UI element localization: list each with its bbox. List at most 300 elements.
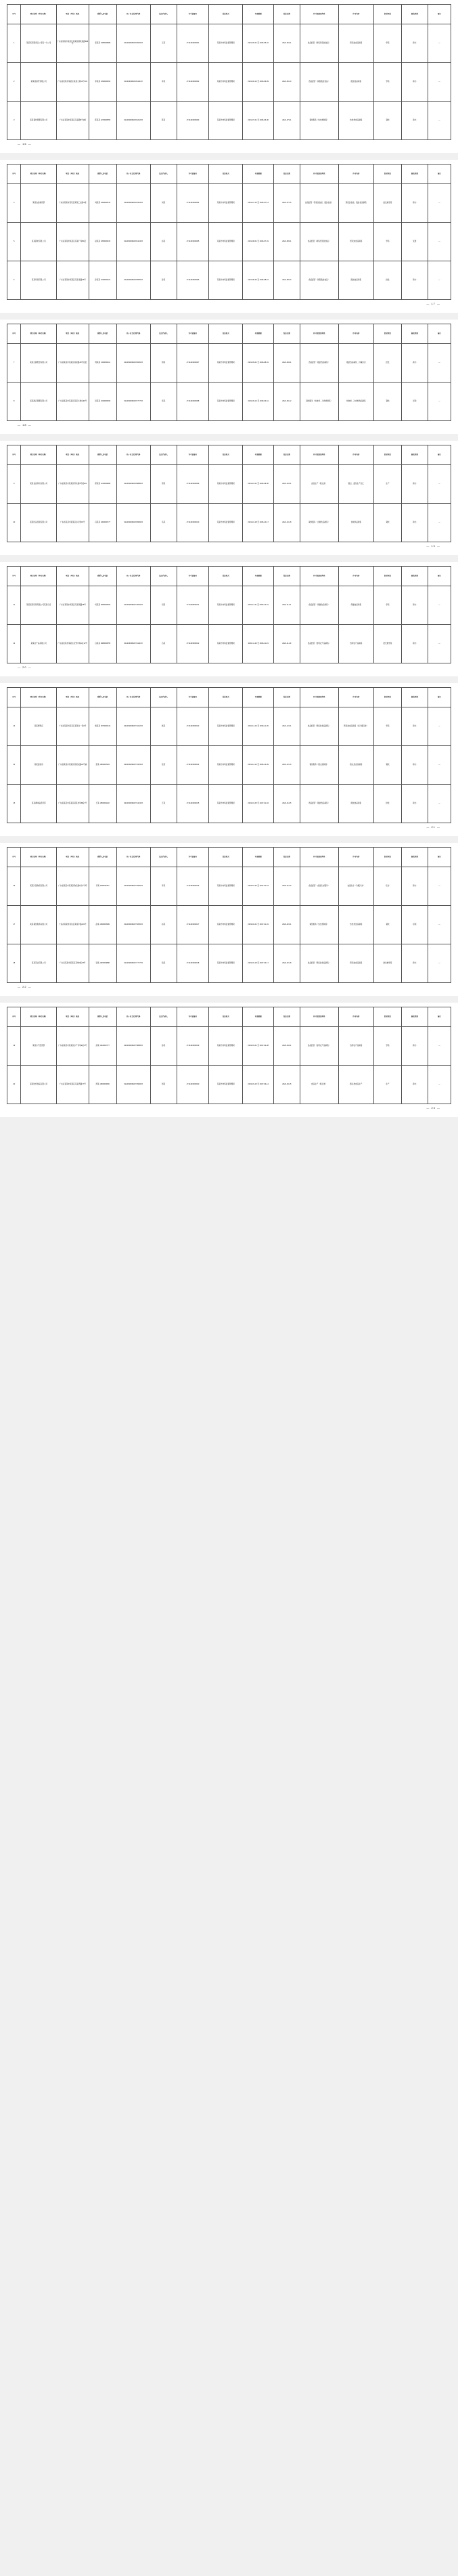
table-cell: 餐饮 [374,383,402,421]
table-row [7,1066,451,1104]
table-cell: 冯某 [150,504,177,542]
column-header: 核发类别 [402,1007,428,1027]
column-header: 备注 [428,445,451,465]
table-cell: 广东省某某市某某区某某路5号2楼 [56,102,89,140]
table-page [0,562,458,676]
column-header: 项目（单位）地址 [56,567,89,586]
table-cell: 赵某 [150,906,177,944]
column-header: 备注 [428,567,451,586]
table-cell: 2021-07-01 至 2026-06-30 [243,102,274,140]
column-header: 发证日期 [273,445,300,465]
table-cell: 2 [7,63,21,102]
table-cell: JY14403000015 [177,785,209,823]
table-cell: 某某市市场监督管理局 [209,867,243,906]
column-header: 核发类别 [402,5,428,24]
table-row [7,24,451,63]
table-cell: 新办 [402,465,428,504]
column-header: 统一社会信用代码 [116,445,150,465]
column-header: 经营项目 [374,445,402,465]
table-cell: 2021-06-01 [273,24,300,63]
table-cell: 郑某 [150,465,177,504]
table-cell: 广东省某某市某某区某某西路77号 [56,1066,89,1104]
page-number: — 16 — [18,142,32,146]
table-cell: 2021-11-01 [273,586,300,625]
table-cell: 吕某某 1880000555 [89,625,116,663]
table-cell: JY14403000004 [177,184,209,223]
column-header: 统一社会信用代码 [116,324,150,344]
table-cell: 批发 [374,344,402,383]
table-cell: 新办 [402,63,428,102]
table-cell: 某某冷链物流有限公司 [21,867,56,906]
table-row [7,944,451,983]
table-cell: 施某 [150,707,177,746]
table-cell: 吴某 [150,383,177,421]
table-cell: 广东省某某市某某区步行街15号 [56,504,89,542]
table-cell: 散装食品销售、冷藏冷冻 [338,344,373,383]
column-header: 许可证编号 [177,1007,209,1027]
table-cell: 周某 [150,344,177,383]
column-header: 许可证编号 [177,445,209,465]
table-cell: JY14403000016 [177,867,209,906]
table-cell: 2021-07-15 [273,184,300,223]
column-header: 有效期限 [243,688,274,707]
table-cell: 某某便利店 [21,707,56,746]
table-cell: 批发兼零售 [374,625,402,663]
table-cell: 9 [7,465,21,504]
table-cell: JY14403000001 [177,24,209,63]
info-table [7,445,451,542]
table-row [7,504,451,542]
table-cell: 食品经营（销售预包装食品） [300,24,338,63]
column-header: 法定代表人 [150,1007,177,1027]
table-cell: 2021-07-01 [273,102,300,140]
table-cell: 王某 [150,24,177,63]
table-cell: 广东省某某市某某区茶城D座18号 [56,944,89,983]
table-cell: — [428,1066,451,1104]
table-cell: 周某 [150,1066,177,1104]
table-cell: 食品经营（食用农产品销售） [300,1027,338,1066]
table-cell: 食用农产品销售 [338,1027,373,1066]
column-header: 许可内容 [338,848,373,867]
page-gap [0,153,458,160]
table-cell: 3 [7,102,21,140]
table-header-row [7,324,451,344]
table-page [0,1003,458,1117]
table-cell: 某某茶业有限公司 [21,944,56,983]
table-cell: 91440300MA5X4444XX [116,223,150,261]
table-cell: 某某酒店管理有限公司 [21,383,56,421]
table-cell: 餐饮 [374,746,402,785]
table-cell: 某某市市场监督管理局 [209,944,243,983]
table-page [0,843,458,996]
table-cell: 91440300MA5X3333XX [116,184,150,223]
table-cell: 广东省某某市某某区农贸市场A区12号 [56,625,89,663]
table-row [7,746,451,785]
table-cell: 保健食品销售 [338,586,373,625]
table-cell: — [428,184,451,223]
document-pages [0,0,458,1124]
table-cell: 餐饮 [374,504,402,542]
table-cell: 2022-02-01 至 2027-01-31 [243,906,274,944]
table-cell: 91440300MA5Y7777XX [116,944,150,983]
table-cell: 91440300MA5X0000XX [116,24,150,63]
table-cell: 新办 [402,344,428,383]
table-cell: 某某市市场监督管理局 [209,1066,243,1104]
table-cell: — [428,24,451,63]
table-cell: 广东省某某市某某区某某北路66号 [56,261,89,300]
table-cell: 刘某 [150,184,177,223]
table-page [0,441,458,555]
table-cell: 糕点类食品制售 [338,746,373,785]
column-header: 核发类别 [402,324,428,344]
column-header: 发证机关 [209,165,243,184]
table-cell: 施某某 1870000444 [89,707,116,746]
page-gap [0,836,458,843]
column-header: 序号 [7,324,21,344]
column-header: 法定代表人 [150,567,177,586]
table-cell: 91440300MA5Y1111XX [116,625,150,663]
column-header: 发证机关 [209,848,243,867]
table-cell: 2021-06-10 [273,63,300,102]
column-header: 许可内容 [338,567,373,586]
table-cell: JY14403000014 [177,746,209,785]
table-cell: — [428,383,451,421]
page-number: — 20 — [18,665,32,669]
table-cell: 某某生鲜配送有限公司 [21,344,56,383]
table-cell: — [428,504,451,542]
table-cell: 广东省某某市某某区某某中路101号 [56,906,89,944]
column-header: 许可内容 [338,165,373,184]
table-cell: 食品经营（预包装食品、散装食品） [300,184,338,223]
table-cell: 食用农产品销售 [338,625,373,663]
column-header: 许可范围及种类 [300,165,338,184]
table-cell: 2021-12-10 [273,746,300,785]
table-page [0,683,458,836]
table-cell: 预包装食品销售（含冷藏冷冻） [338,707,373,746]
table-cell: 食品经营（食用农产品销售） [300,625,338,663]
table-cell: 8 [7,383,21,421]
table-row [7,102,451,140]
column-header: 经营项目 [374,688,402,707]
table-cell: 广东省某某市某某区某某大道12号101 [56,63,89,102]
table-cell: 新办 [402,867,428,906]
info-table [7,566,451,663]
table-header-row [7,5,451,24]
column-header: 许可范围及种类 [300,848,338,867]
table-cell: 广东省某某市某某区某某街道某某路888号 [56,24,89,63]
table-cell: 某某烘焙食品有限公司 [21,1066,56,1104]
table-cell: 散装食品销售 [338,261,373,300]
column-header: 法定代表人 [150,688,177,707]
table-cell: 18 [7,944,21,983]
table-cell: 2022-02-01 [273,906,300,944]
table-cell: 92440300MA5Y2222XX [116,707,150,746]
table-cell: 批发 [374,261,402,300]
document-container [0,0,458,1124]
table-cell: 周某 1800000666 [89,1066,116,1104]
table-cell: 某某市市场监督管理局 [209,1027,243,1066]
table-cell: 陈某某 1370000555 [89,102,116,140]
column-header: 项目名称（单位名称） [21,324,56,344]
column-header: 项目（单位）地址 [56,445,89,465]
column-header: 项目（单位）地址 [56,688,89,707]
table-row [7,344,451,383]
table-cell: 某某市市场监督管理局 [209,24,243,63]
column-header: 备注 [428,1007,451,1027]
table-cell: 王某 1850000222 [89,785,116,823]
table-cell: 2021-12-01 [273,707,300,746]
table-cell: 餐饮服务（自制饮品制售） [300,504,338,542]
table-cell: 李某某 1390000666 [89,63,116,102]
table-cell: 2022-01-20 [273,867,300,906]
table-cell: 新办 [402,504,428,542]
table-cell: 批发兼零售 [374,944,402,983]
column-header: 项目名称（单位名称） [21,567,56,586]
table-cell: 某某医药连锁有限公司某某分店 [21,586,56,625]
table-cell: 食品生产（糕点类） [300,465,338,504]
column-header: 许可范围及种类 [300,1007,338,1027]
table-cell: 广东省某某市某某区水产市场E区9号 [56,1027,89,1066]
column-header: 有效期限 [243,165,274,184]
info-table [7,4,451,140]
table-cell: 15 [7,785,21,823]
table-cell: 91440300MA5Y0000XX [116,586,150,625]
table-cell: 2022-03-01 至 2027-02-28 [243,1027,274,1066]
table-cell: 广东省某某市某某区某某工业园A栋 [56,184,89,223]
table-cell: JY14403000013 [177,707,209,746]
table-cell: 某某面包房 [21,746,56,785]
column-header: 联系人及电话 [89,567,116,586]
table-row [7,867,451,906]
table-cell: 某某市市场监督管理局 [209,465,243,504]
table-cell: 热食类食品制售 [338,102,373,140]
column-header: 统一社会信用代码 [116,165,150,184]
column-header: 项目名称（单位名称） [21,848,56,867]
table-cell: 广东省某某市某某区某某东路20号铺 [56,746,89,785]
table-cell: 2021-09-01 [273,344,300,383]
table-cell: 2022-03-15 [273,1066,300,1104]
table-cell: 5 [7,223,21,261]
page-gap [0,555,458,562]
table-cell: 某某饮品连锁有限公司 [21,504,56,542]
table-cell: 郑某某 1310000888 [89,465,116,504]
table-cell: 赵某 1830000999 [89,906,116,944]
table-cell: 20 [7,1066,21,1104]
table-cell: 新办 [402,586,428,625]
table-cell: — [428,63,451,102]
table-cell: 2022-01-20 至 2027-01-19 [243,867,274,906]
page-gap [0,1117,458,1124]
column-header: 项目（单位）地址 [56,165,89,184]
table-cell: 预包装食品销售 [338,223,373,261]
table-cell: 2022-01-05 [273,785,300,823]
page-number: — 17 — [426,302,440,305]
table-row [7,223,451,261]
table-cell: 生产 [374,1066,402,1104]
column-header: 联系人及电话 [89,688,116,707]
table-cell: 7 [7,344,21,383]
column-header: 经营项目 [374,5,402,24]
page-gap [0,434,458,441]
column-header: 项目名称（单位名称） [21,1007,56,1027]
column-header: 序号 [7,445,21,465]
table-row [7,184,451,223]
table-cell: 91440300MA5X7777XX [116,383,150,421]
table-cell: 广东省某某市某某区某某广场B1层 [56,223,89,261]
table-cell: — [428,261,451,300]
column-header: 许可内容 [338,688,373,707]
table-row [7,383,451,421]
table-cell: 某某餐饮管理有限公司 [21,102,56,140]
column-header: 序号 [7,688,21,707]
table-cell: 食品生产（糕点类） [300,1066,338,1104]
table-cell: 2021-10-01 至 2026-09-30 [243,465,274,504]
column-header: 核发类别 [402,567,428,586]
page-number: — 21 — [426,825,440,829]
table-cell: 食品经营（销售散装食品） [300,261,338,300]
column-header: 许可证编号 [177,165,209,184]
column-header: 备注 [428,688,451,707]
table-cell: 2021-10-18 [273,504,300,542]
column-header: 有效期限 [243,567,274,586]
column-header: 备注 [428,848,451,867]
table-cell: 糕点类食品生产 [338,1066,373,1104]
column-header: 发证机关 [209,567,243,586]
table-cell: 吴某某 1320000999 [89,383,116,421]
column-header: 项目名称（单位名称） [21,445,56,465]
table-cell: 赵某 [150,223,177,261]
column-header: 发证机关 [209,324,243,344]
page-gap [0,996,458,1003]
column-header: 发证日期 [273,324,300,344]
table-cell: 延续 [402,906,428,944]
table-cell: — [428,746,451,785]
table-header-row [7,165,451,184]
column-header: 核发类别 [402,165,428,184]
column-header: 许可证编号 [177,848,209,867]
table-cell: 92440300MA5Y3333XX [116,746,150,785]
column-header: 项目（单位）地址 [56,5,89,24]
column-header: 经营项目 [374,165,402,184]
table-cell: 广东省某某市某某区物流园C区5号库 [56,867,89,906]
table-cell: 自制饮品制售 [338,504,373,542]
column-header: 联系人及电话 [89,848,116,867]
table-cell: 91440300MA5X5555XX [116,261,150,300]
table-cell: 14 [7,746,21,785]
table-cell: 6 [7,261,21,300]
column-header: 统一社会信用代码 [116,1007,150,1027]
column-header: 法定代表人 [150,848,177,867]
table-cell: — [428,102,451,140]
table-row [7,707,451,746]
table-cell: 张某 1860000333 [89,746,116,785]
table-cell: 17 [7,906,21,944]
table-cell: — [428,707,451,746]
page-number: — 18 — [18,423,32,427]
table-cell: 张某 [150,746,177,785]
table-cell: 2021-06-01 至 2026-05-31 [243,24,274,63]
table-cell: 广东省某某市某某区科技园3号楼201 [56,465,89,504]
column-header: 经营项目 [374,1007,402,1027]
table-row [7,785,451,823]
table-cell: 2021-07-15 至 2026-07-14 [243,184,274,223]
table-cell: 91440300MA5Y9999XX [116,1066,150,1104]
column-header: 发证日期 [273,5,300,24]
column-header: 备注 [428,324,451,344]
table-cell: 何某某 1890000666 [89,586,116,625]
table-cell: 某某市市场监督管理局 [209,707,243,746]
column-header: 许可范围及种类 [300,445,338,465]
table-cell: JY14403000010 [177,504,209,542]
column-header: 备注 [428,5,451,24]
table-cell: 李某 [150,63,177,102]
table-row [7,906,451,944]
column-header: 序号 [7,567,21,586]
table-cell: 某某市市场监督管理局 [209,344,243,383]
info-table [7,687,451,823]
table-cell: 12 [7,625,21,663]
table-cell: — [428,867,451,906]
table-cell: 2022-01-05 至 2027-01-04 [243,785,274,823]
column-header: 发证机关 [209,5,243,24]
table-cell: 吕某 [150,625,177,663]
table-cell: JY14403000008 [177,383,209,421]
table-cell: 贮存 [374,867,402,906]
table-cell: 批发 [374,785,402,823]
column-header: 发证日期 [273,688,300,707]
table-cell: 赵某某 1350000333 [89,223,116,261]
table-cell: 广东省某某市某某区某某大道东99号 [56,383,89,421]
column-header: 法定代表人 [150,324,177,344]
page-number: — 23 — [426,1106,440,1110]
table-cell: 某某食品科技有限公司 [21,465,56,504]
table-cell: 2021-10-01 [273,465,300,504]
column-header: 联系人及电话 [89,165,116,184]
column-header: 联系人及电话 [89,5,116,24]
table-cell: 某某食品销售部 [21,184,56,223]
column-header: 核发类别 [402,848,428,867]
table-cell: 餐饮服务（热食类制售） [300,906,338,944]
table-cell: 2021-09-12 至 2026-09-11 [243,383,274,421]
column-header: 有效期限 [243,5,274,24]
table-cell: 某某市市场监督管理局 [209,746,243,785]
column-header: 发证机关 [209,445,243,465]
column-header: 项目名称（单位名称） [21,165,56,184]
table-cell: JY14403000019 [177,1027,209,1066]
table-cell: 食品贮存（冷藏冷冻） [338,867,373,906]
table-cell: 某某调味品经营部 [21,785,56,823]
table-cell: — [428,223,451,261]
table-cell: 新办 [402,1066,428,1104]
column-header: 发证机关 [209,688,243,707]
column-header: 许可内容 [338,1007,373,1027]
column-header: 发证日期 [273,567,300,586]
column-header: 项目名称（单位名称） [21,688,56,707]
table-cell: 钱某 [150,944,177,983]
table-cell: 钱某 1820000888 [89,944,116,983]
table-cell: 某某餐饮服务有限公司 [21,906,56,944]
table-cell: — [428,465,451,504]
table-cell: — [428,344,451,383]
column-header: 项目名称（单位名称） [21,5,56,24]
info-table [7,164,451,300]
table-cell: 食品经营（保健食品销售） [300,586,338,625]
column-header: 经营项目 [374,324,402,344]
column-header: 有效期限 [243,324,274,344]
table-cell: 新办 [402,707,428,746]
table-cell: 某某超市有限公司 [21,223,56,261]
table-header-row [7,848,451,867]
